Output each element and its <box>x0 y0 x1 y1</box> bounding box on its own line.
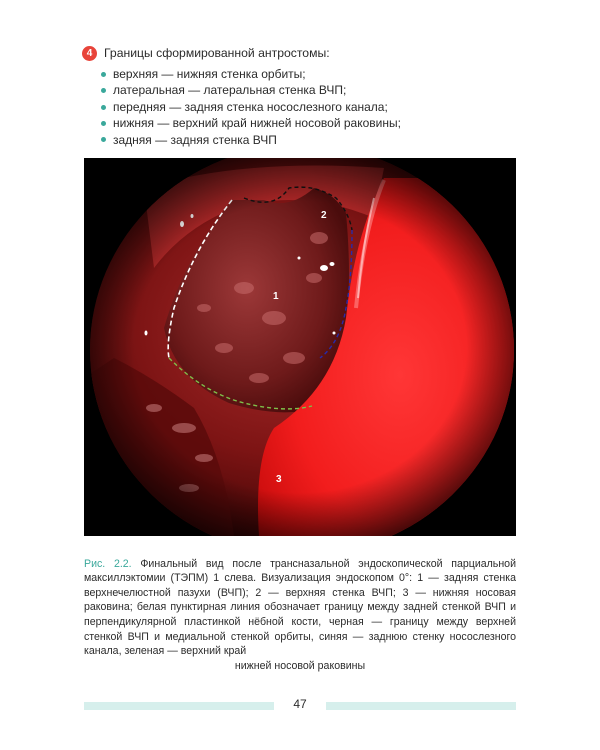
bullet-dot-icon <box>101 105 106 110</box>
list-item-text: латеральная — латеральная стенка ВЧП; <box>113 83 347 98</box>
footer-bar-right <box>326 702 516 710</box>
section-4 <box>82 44 562 148</box>
section-heading: Границы сформированной антростомы: <box>104 46 330 60</box>
bullet-dot-icon <box>101 88 106 93</box>
endoscopic-view-illustration <box>84 158 516 536</box>
list-item <box>101 66 562 82</box>
figure-label-1: 1 <box>273 291 279 302</box>
section-heading-row <box>82 44 562 62</box>
figure-caption <box>84 557 516 674</box>
bullet-dot-icon <box>101 121 106 126</box>
list-item <box>101 82 562 98</box>
caption-text: Финальный вид после трансназальной эндоскопической парциальной максиллэктомии (ТЭПМ) 1 слева. Визуализация эндоскопом 0°: 1 — задняя стенка верхнечелюстной пазухи (ВЧП); 2 — верхняя стенка ВЧП; 3 — нижняя носовая раковина; белая пунктирная линия обозначает границу между задней стенкой ВЧП и перпендикулярной пластинкой нёбной кости, черная — границу между верхней стенкой ВЧП и медиальной стенкой орбиты, синяя — заднюю стенку носослезного канала, зеленая — верхний край <box>84 557 516 658</box>
endoscopic-photo <box>84 158 516 536</box>
section-number-badge: 4 <box>82 46 97 61</box>
figure-label-2: 2 <box>321 210 327 221</box>
list-item-text: нижняя — верхний край нижней носовой раковины; <box>113 116 401 131</box>
boundary-list <box>101 66 562 148</box>
list-item-text: верхняя — нижняя стенка орбиты; <box>113 67 306 81</box>
caption-label: Рис. 2.2. <box>84 557 132 570</box>
list-item-text: передняя — задняя стенка носослезного канала; <box>113 99 388 114</box>
figure-label-3: 3 <box>276 474 282 485</box>
list-item <box>101 115 562 131</box>
bullet-dot-icon <box>101 72 106 77</box>
list-item <box>101 132 562 148</box>
list-item-text: задняя — задняя стенка ВЧП <box>113 132 277 147</box>
caption-last-line: нижней носовой раковины <box>234 659 366 672</box>
list-item <box>101 99 562 115</box>
page-number: 47 <box>293 697 307 711</box>
bullet-dot-icon <box>101 137 106 142</box>
footer-bar-left <box>84 702 274 710</box>
